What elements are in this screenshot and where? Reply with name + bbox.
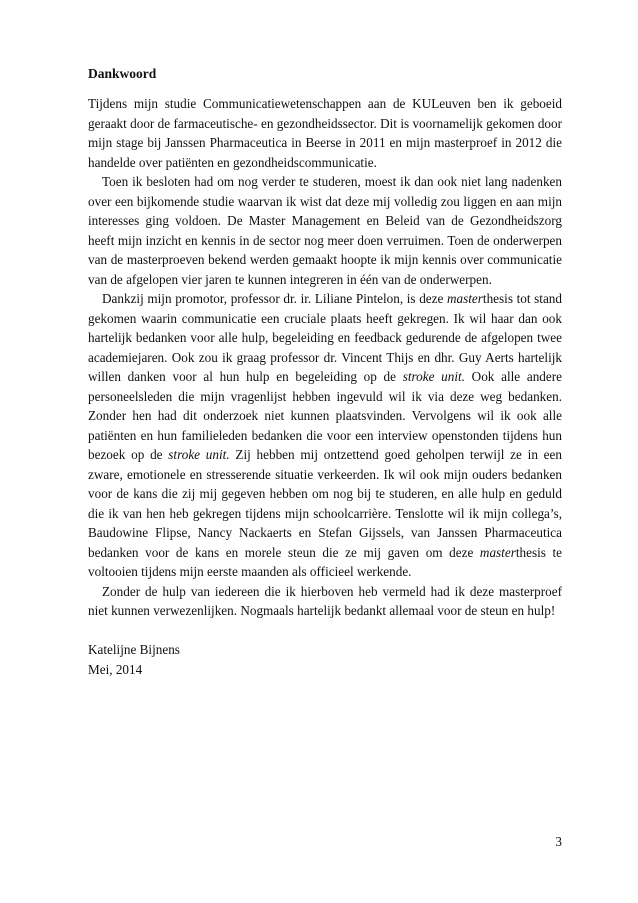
paragraph-3-text: thesis te voltooien tijdens mijn eerste maanden als officieel werkende. bbox=[88, 544, 562, 579]
paragraph-3-italic-stroke-unit: stroke unit. bbox=[168, 447, 230, 462]
paragraph-1 bbox=[88, 94, 562, 172]
paragraph-3-text: Dankzij mijn promotor, professor dr. ir. Liliane Pintelon, is deze bbox=[102, 291, 447, 306]
paragraph-2-text: Toen ik besloten had om nog verder te studeren, moest ik dan ook niet lang nadenken over een bijkomende studie waarvan ik wist dat deze mij volledig zou liggen en aan mijn interesses ging voldoen. De Master Management en Beleid van de Gezondheidszorg heeft mijn inzicht en kennis in de sector nog meer doen verruimen. Toen de onderwerpen van de masterproeven bekend werden gemaakt hoopte ik mijn kennis over communicatie van de afgelopen vier jaren te kunnen integreren in één van de onderwerpen. bbox=[88, 174, 562, 287]
body-text bbox=[88, 94, 562, 621]
paragraph-3-italic-master: master bbox=[447, 291, 483, 306]
paragraph-3-text: Zij hebben mij ontzettend goed geholpen terwijl ze in een zware, emotionele en stresserende situatie verkeerden. Ik wil ook mijn ouders bedanken voor de kans die zij mij gegeven hebben om nog bij te studeren, en alle hulp en geduld die ik van hen heb gekregen tijdens mijn schoolcarrière. Tenslotte wil ik mijn collega’s, Baudowine Flipse, Nancy Nackaerts en Stefan Gijssels, van Janssen Pharmaceutica bedanken voor de kans en morele steun die ze mij gaven om deze bbox=[88, 447, 562, 560]
paragraph-4 bbox=[88, 582, 562, 621]
paragraph-1-text: Tijdens mijn studie Communicatiewetenschappen aan de KULeuven ben ik geboeid geraakt door de farmaceutische- en gezondheidssector. Dit is voornamelijk gekomen door mijn stage bij Janssen Pharmaceutica in Beerse in 2011 en mijn masterproef in 2012 die handelde over patiënten en gezondheidscommunicatie. bbox=[88, 96, 562, 170]
signature-block bbox=[88, 640, 180, 679]
paragraph-3 bbox=[88, 289, 562, 582]
paragraph-3-text: thesis tot stand gekomen waarin communicatie een cruciale plaats heeft gekregen. Ik wil haar dan ook hartelijk bedanken voor alle hulp, begeleiding en feedback gedurende de afgelopen twee academiejaren. Ook zou ik graag professor dr. Vincent Thijs en dhr. Guy Aerts hartelijk willen danken voor al hun hulp en begeleiding op de bbox=[88, 291, 562, 384]
page-number: 3 bbox=[555, 834, 562, 849]
page-heading: Dankwoord bbox=[88, 66, 157, 81]
paragraph-2 bbox=[88, 172, 562, 289]
paragraph-3-text: Ook alle andere personeelsleden die mijn vragenlijst hebben ingevuld wil ik via deze weg bedanken. Zonder hen had dit onderzoek niet kunnen plaatsvinden. Vervolgens wil ik ook alle patiënten en hun familieleden bedanken die voor een interview openstonden tijdens hun bezoek op de bbox=[88, 369, 562, 462]
paragraph-4-text: Zonder de hulp van iedereen die ik hierboven heb vermeld had ik deze masterproef niet kunnen verwezenlijken. Nogmaals hartelijk bedankt allemaal voor de steun en hulp! bbox=[88, 583, 562, 618]
signature-date: Mei, 2014 bbox=[88, 661, 143, 677]
paragraph-3-italic-master: master bbox=[479, 544, 516, 560]
paragraph-3-italic-stroke-unit: stroke unit. bbox=[402, 369, 465, 384]
author-name: Katelijne Bijnens bbox=[88, 642, 180, 657]
